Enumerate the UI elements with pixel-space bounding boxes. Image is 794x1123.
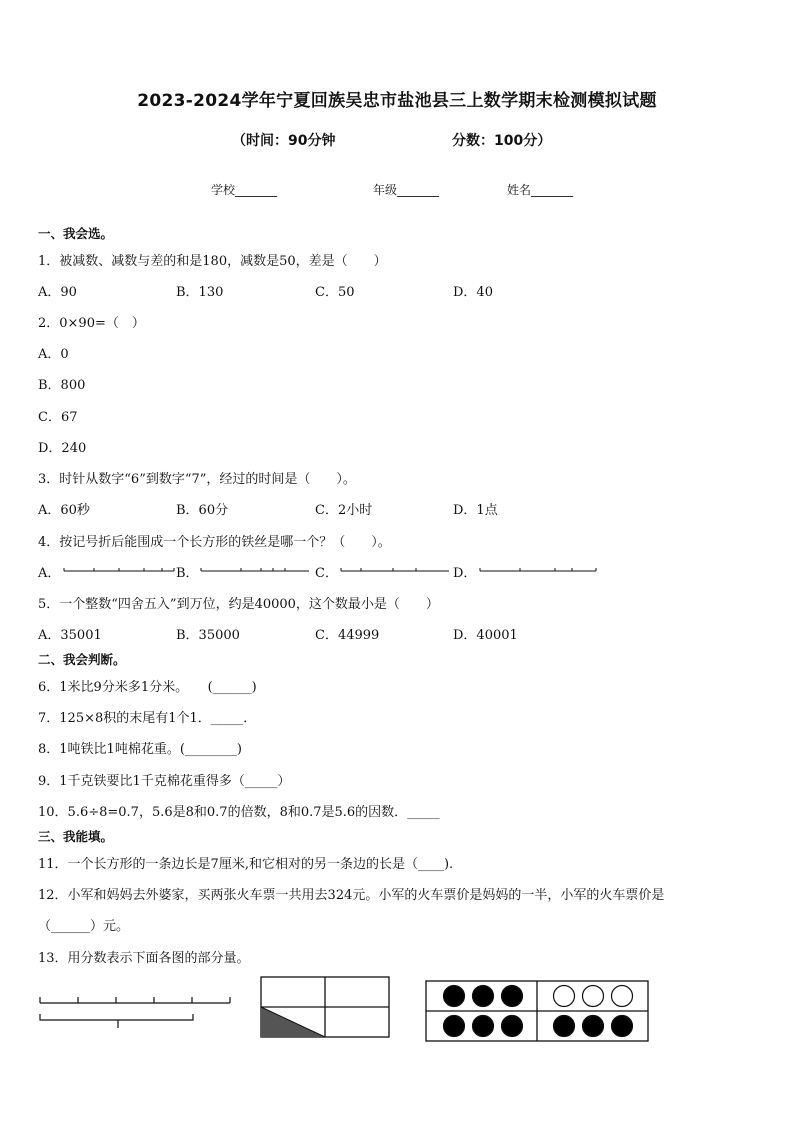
- q2-option-b: B．800: [38, 378, 86, 393]
- page-title: 2023-2024学年宁夏回族吴忠市盐池县三上数学期末检测模拟试题: [137, 91, 657, 111]
- question-6: 6．1米比9分米多1分米。 (______): [38, 680, 257, 695]
- shaded-rectangle-figure: [260, 976, 392, 1040]
- q1-option-a: A．90: [38, 285, 77, 300]
- q1-option-d: D．40: [453, 285, 493, 300]
- school-field: 学校_______: [211, 183, 278, 197]
- filled-dot: [444, 986, 465, 1007]
- q2-option-c: C．67: [38, 410, 78, 425]
- segment-line-figure: [38, 996, 234, 1032]
- filled-dot: [502, 1016, 523, 1037]
- q2-option-d: D．240: [38, 441, 87, 456]
- q4-option-a: A．: [38, 566, 61, 581]
- wire-d-figure: [480, 566, 600, 576]
- question-12: 12．小军和妈妈去外婆家，买两张火车票一共用去324元。小军的火车票价是妈妈的一半，小军的火车票价是: [38, 888, 665, 903]
- filled-dot: [502, 986, 523, 1007]
- name-field: 姓名_______: [507, 183, 574, 197]
- dots-grid-figure: [425, 980, 649, 1044]
- question-12-answer: （______）元。: [38, 919, 130, 934]
- section-heading: 二、我会判断。: [38, 652, 126, 667]
- filled-dot: [554, 1016, 575, 1037]
- question-2: 2．0×90=（ ）: [38, 316, 145, 331]
- filled-dot: [473, 986, 494, 1007]
- q3-option-d: D．1点: [453, 503, 498, 518]
- question-8: 8．1吨铁比1吨棉花重。(________): [38, 742, 242, 757]
- q1-option-c: C．50: [315, 285, 355, 300]
- q4-option-c: C．: [315, 566, 338, 581]
- section-heading: 三、我能填。: [38, 829, 114, 844]
- filled-dot: [473, 1016, 494, 1037]
- q3-option-a: A．60秒: [38, 503, 90, 518]
- q4-option-b: B．: [176, 566, 199, 581]
- wire-a-figure: [64, 566, 176, 576]
- q3-option-c: C．2小时: [315, 503, 373, 518]
- filled-dot: [444, 1016, 465, 1037]
- q5-option-c: C．44999: [315, 628, 380, 643]
- q2-option-a: A．0: [38, 347, 69, 362]
- q3-option-b: B．60分: [176, 503, 229, 518]
- question-5: 5．一个整数“四舍五入”到万位，约是40000，这个数最小是（ ）: [38, 597, 439, 612]
- q5-option-a: A．35001: [38, 628, 102, 643]
- q5-option-d: D．40001: [453, 628, 518, 643]
- time-limit: （时间：90分钟: [232, 133, 336, 149]
- q1-option-b: B．130: [176, 285, 224, 300]
- question-9: 9．1千克铁要比1千克棉花重得多（_____）: [38, 774, 291, 789]
- question-4: 4．按记号折后能围成一个长方形的铁丝是哪一个？（ ）。: [38, 535, 391, 550]
- wire-b-figure: [201, 566, 313, 576]
- empty-dot: [583, 986, 604, 1007]
- question-1: 1．被减数、减数与差的和是180，减数是50，差是（ ）: [38, 254, 387, 269]
- filled-dot: [583, 1016, 604, 1037]
- total-score: 分数：100分）: [452, 133, 552, 149]
- empty-dot: [612, 986, 633, 1007]
- empty-dot: [554, 986, 575, 1007]
- question-3: 3．时针从数字“6”到数字“7”，经过的时间是（ ）。: [38, 472, 356, 487]
- question-10: 10．5.6÷8=0.7，5.6是8和0.7的倍数，8和0.7是5.6的因数．_____: [38, 805, 440, 820]
- question-7: 7．125×8积的末尾有1个1．_____．: [38, 711, 257, 726]
- section-heading: 一、我会选。: [38, 226, 114, 241]
- filled-dot: [612, 1016, 633, 1037]
- q5-option-b: B．35000: [176, 628, 240, 643]
- grade-field: 年级_______: [373, 183, 440, 197]
- question-11: 11．一个长方形的一条边长是7厘米,和它相对的另一条边的长是（____).: [38, 857, 454, 872]
- question-13: 13．用分数表示下面各图的部分量。: [38, 951, 250, 966]
- q4-option-d: D．: [453, 566, 477, 581]
- wire-c-figure: [341, 566, 453, 576]
